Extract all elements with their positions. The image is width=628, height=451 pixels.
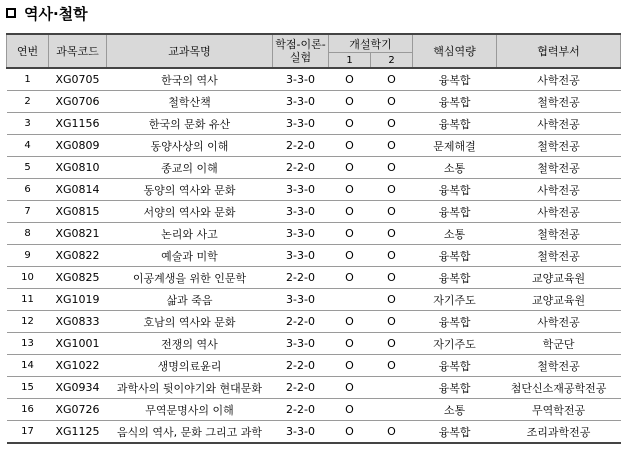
header-sem2: 2 <box>371 53 413 69</box>
cell-course: 동양의 역사와 문화 <box>107 179 273 201</box>
table-row <box>7 113 621 135</box>
cell-code: XG0833 <box>49 311 107 333</box>
cell-competency: 융복합 <box>413 201 497 223</box>
cell-no: 4 <box>7 135 49 157</box>
cell-sem1: O <box>329 179 371 201</box>
cell-credits: 2-2-0 <box>273 311 329 333</box>
cell-no: 8 <box>7 223 49 245</box>
cell-sem1: O <box>329 113 371 135</box>
cell-sem1: O <box>329 421 371 444</box>
cell-competency: 자기주도 <box>413 289 497 311</box>
cell-code: XG0825 <box>49 267 107 289</box>
cell-sem2: O <box>371 68 413 91</box>
cell-competency: 문제해결 <box>413 135 497 157</box>
cell-sem1: O <box>329 311 371 333</box>
table-header <box>7 34 621 68</box>
cell-sem1: O <box>329 399 371 421</box>
cell-sem2: O <box>371 421 413 444</box>
cell-code: XG0705 <box>49 68 107 91</box>
cell-credits: 3-3-0 <box>273 333 329 355</box>
cell-department: 철학전공 <box>497 245 621 267</box>
cell-department: 사학전공 <box>497 113 621 135</box>
cell-credits: 2-2-0 <box>273 355 329 377</box>
cell-competency: 소통 <box>413 157 497 179</box>
section-header <box>6 2 88 24</box>
cell-code: XG1019 <box>49 289 107 311</box>
table-row <box>7 68 621 91</box>
cell-department: 철학전공 <box>497 223 621 245</box>
table-row <box>7 157 621 179</box>
cell-sem1: O <box>329 201 371 223</box>
cell-course: 철학산책 <box>107 91 273 113</box>
cell-course: 한국의 문화 유산 <box>107 113 273 135</box>
cell-code: XG0706 <box>49 91 107 113</box>
cell-sem2: O <box>371 311 413 333</box>
cell-sem1: O <box>329 267 371 289</box>
cell-course: 동양사상의 이해 <box>107 135 273 157</box>
cell-competency: 융복합 <box>413 179 497 201</box>
table-row <box>7 267 621 289</box>
cell-credits: 2-2-0 <box>273 377 329 399</box>
cell-competency: 소통 <box>413 399 497 421</box>
cell-course: 음식의 역사, 문화 그리고 과학 <box>107 421 273 444</box>
cell-no: 3 <box>7 113 49 135</box>
cell-sem2: O <box>371 157 413 179</box>
cell-department: 사학전공 <box>497 179 621 201</box>
cell-competency: 융복합 <box>413 113 497 135</box>
table-row <box>7 91 621 113</box>
cell-no: 11 <box>7 289 49 311</box>
cell-course: 생명의료윤리 <box>107 355 273 377</box>
cell-credits: 2-2-0 <box>273 135 329 157</box>
cell-code: XG0814 <box>49 179 107 201</box>
cell-department: 교양교육원 <box>497 267 621 289</box>
header-sem1: 1 <box>329 53 371 69</box>
cell-sem2: O <box>371 179 413 201</box>
cell-code: XG0934 <box>49 377 107 399</box>
cell-competency: 융복합 <box>413 245 497 267</box>
table-row <box>7 355 621 377</box>
cell-code: XG1156 <box>49 113 107 135</box>
course-table <box>6 33 621 444</box>
cell-sem2: O <box>371 223 413 245</box>
cell-department: 학군단 <box>497 333 621 355</box>
cell-competency: 융복합 <box>413 421 497 444</box>
cell-department: 철학전공 <box>497 355 621 377</box>
cell-sem1: O <box>329 245 371 267</box>
cell-no: 2 <box>7 91 49 113</box>
cell-sem1: O <box>329 91 371 113</box>
cell-sem1: O <box>329 355 371 377</box>
cell-course: 서양의 역사와 문화 <box>107 201 273 223</box>
cell-sem2: O <box>371 113 413 135</box>
header-department: 협력부서 <box>497 34 621 68</box>
header-code: 과목코드 <box>49 34 107 68</box>
cell-course: 삶과 죽음 <box>107 289 273 311</box>
cell-code: XG1001 <box>49 333 107 355</box>
cell-course: 전쟁의 역사 <box>107 333 273 355</box>
cell-no: 10 <box>7 267 49 289</box>
cell-department: 철학전공 <box>497 135 621 157</box>
cell-course: 한국의 역사 <box>107 68 273 91</box>
cell-department: 교양교육원 <box>497 289 621 311</box>
cell-sem2: O <box>371 201 413 223</box>
cell-department: 첨단신소재공학전공 <box>497 377 621 399</box>
cell-code: XG0822 <box>49 245 107 267</box>
table-row <box>7 421 621 444</box>
cell-competency: 자기주도 <box>413 333 497 355</box>
cell-credits: 3-3-0 <box>273 223 329 245</box>
cell-no: 6 <box>7 179 49 201</box>
cell-credits: 3-3-0 <box>273 91 329 113</box>
cell-no: 13 <box>7 333 49 355</box>
cell-sem1: O <box>329 68 371 91</box>
table-row <box>7 377 621 399</box>
cell-competency: 융복합 <box>413 377 497 399</box>
table-row <box>7 223 621 245</box>
cell-department: 철학전공 <box>497 157 621 179</box>
cell-sem2: O <box>371 267 413 289</box>
table-row <box>7 289 621 311</box>
cell-credits: 3-3-0 <box>273 289 329 311</box>
cell-credits: 3-3-0 <box>273 201 329 223</box>
cell-department: 철학전공 <box>497 91 621 113</box>
cell-competency: 융복합 <box>413 91 497 113</box>
cell-sem2: O <box>371 135 413 157</box>
cell-no: 5 <box>7 157 49 179</box>
cell-code: XG0815 <box>49 201 107 223</box>
cell-code: XG1022 <box>49 355 107 377</box>
cell-sem2 <box>371 377 413 399</box>
cell-credits: 3-3-0 <box>273 113 329 135</box>
cell-no: 15 <box>7 377 49 399</box>
cell-competency: 소통 <box>413 223 497 245</box>
cell-department: 사학전공 <box>497 201 621 223</box>
cell-credits: 2-2-0 <box>273 157 329 179</box>
header-credits-line1: 학점-이론- <box>275 38 326 51</box>
table-row <box>7 333 621 355</box>
table-body <box>7 68 621 443</box>
cell-course: 종교의 이해 <box>107 157 273 179</box>
page-title: 역사·철학 <box>24 4 88 23</box>
header-competency: 핵심역량 <box>413 34 497 68</box>
cell-course: 논리와 사고 <box>107 223 273 245</box>
cell-no: 14 <box>7 355 49 377</box>
cell-code: XG0821 <box>49 223 107 245</box>
cell-course: 무역문명사의 이해 <box>107 399 273 421</box>
cell-sem1 <box>329 289 371 311</box>
cell-no: 16 <box>7 399 49 421</box>
cell-department: 무역학전공 <box>497 399 621 421</box>
cell-no: 9 <box>7 245 49 267</box>
table-row <box>7 245 621 267</box>
cell-credits: 3-3-0 <box>273 68 329 91</box>
cell-code: XG0810 <box>49 157 107 179</box>
cell-credits: 3-3-0 <box>273 421 329 444</box>
cell-sem1: O <box>329 135 371 157</box>
cell-course: 예술과 미학 <box>107 245 273 267</box>
cell-credits: 3-3-0 <box>273 179 329 201</box>
header-credits <box>273 34 329 68</box>
cell-sem2: O <box>371 355 413 377</box>
cell-credits: 2-2-0 <box>273 267 329 289</box>
cell-course: 과학사의 뒷이야기와 현대문화 <box>107 377 273 399</box>
header-semester: 개설학기 <box>329 34 413 53</box>
cell-sem1: O <box>329 157 371 179</box>
cell-no: 17 <box>7 421 49 444</box>
table-row <box>7 135 621 157</box>
cell-code: XG0726 <box>49 399 107 421</box>
cell-sem2: O <box>371 91 413 113</box>
cell-sem1: O <box>329 223 371 245</box>
cell-code: XG0809 <box>49 135 107 157</box>
cell-department: 조리과학전공 <box>497 421 621 444</box>
square-bullet-icon <box>6 8 16 18</box>
cell-no: 1 <box>7 68 49 91</box>
cell-sem1: O <box>329 333 371 355</box>
cell-competency: 융복합 <box>413 68 497 91</box>
cell-competency: 융복합 <box>413 311 497 333</box>
table-row <box>7 399 621 421</box>
cell-competency: 융복합 <box>413 355 497 377</box>
table-row <box>7 179 621 201</box>
cell-no: 12 <box>7 311 49 333</box>
table-row <box>7 201 621 223</box>
header-course: 교과목명 <box>107 34 273 68</box>
cell-course: 이공계생을 위한 인문학 <box>107 267 273 289</box>
cell-department: 사학전공 <box>497 68 621 91</box>
cell-sem2: O <box>371 333 413 355</box>
cell-sem2: O <box>371 245 413 267</box>
cell-credits: 2-2-0 <box>273 399 329 421</box>
cell-competency: 융복합 <box>413 267 497 289</box>
cell-course: 호남의 역사와 문화 <box>107 311 273 333</box>
cell-sem2: O <box>371 289 413 311</box>
cell-department: 사학전공 <box>497 311 621 333</box>
table-row <box>7 311 621 333</box>
header-credits-line2: 실험 <box>289 51 312 64</box>
cell-no: 7 <box>7 201 49 223</box>
header-no: 연번 <box>7 34 49 68</box>
cell-code: XG1125 <box>49 421 107 444</box>
cell-credits: 3-3-0 <box>273 245 329 267</box>
cell-sem2 <box>371 399 413 421</box>
cell-sem1: O <box>329 377 371 399</box>
